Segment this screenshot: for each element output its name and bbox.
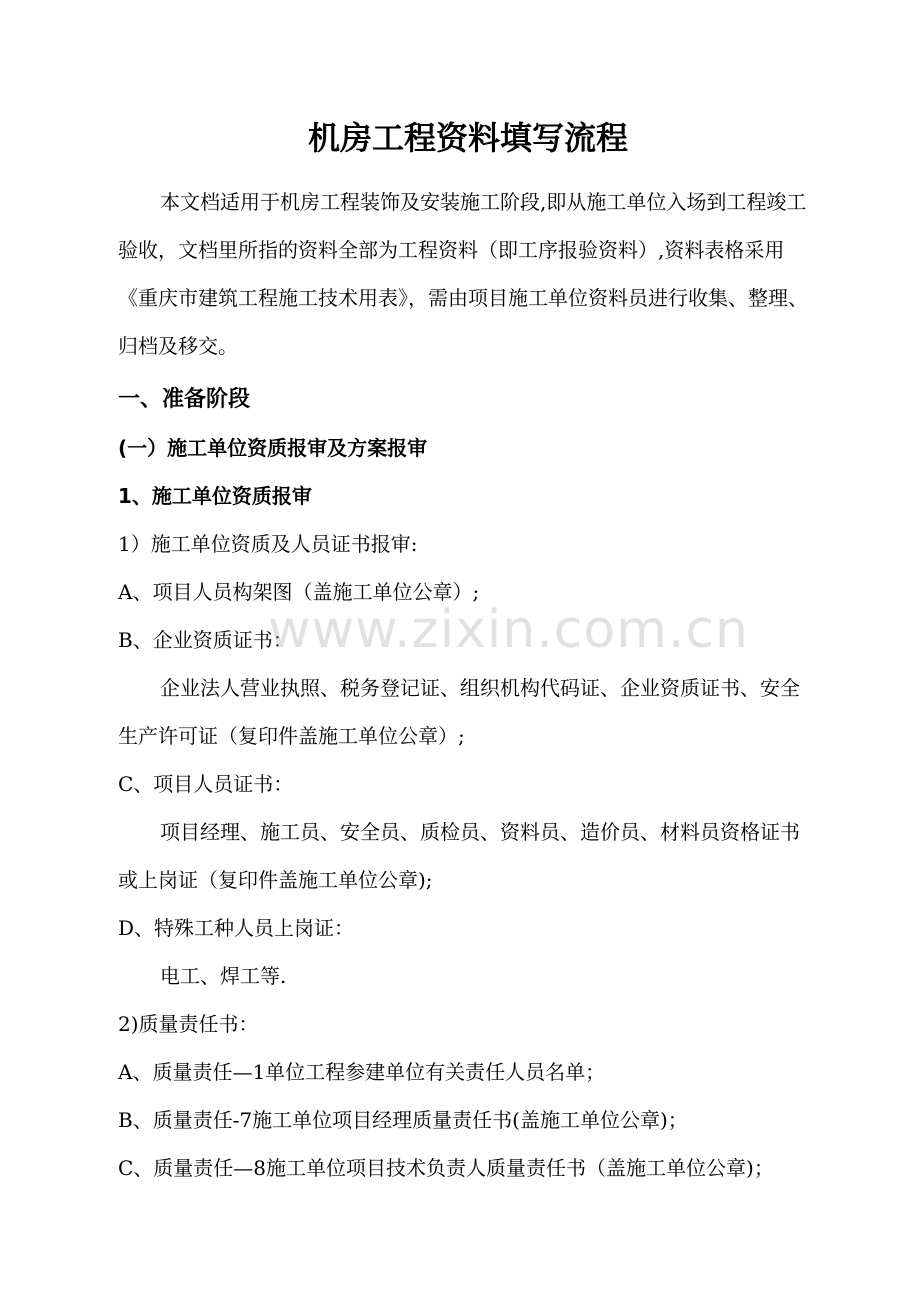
line-b-detail: 企业法人营业执照、税务登记证、组织机构代码证、企业资质证书、安全生产许可证（复印件盖施工单位公章）;: [118, 676, 800, 748]
document-page: [118, 112, 818, 1192]
sub-item-2: 2)质量责任书：: [118, 1012, 259, 1036]
intro-paragraph: 本文档适用于机房工程装饰及安装施工阶段,即从施工单位入场到工程竣工验收，文档里所指的资料全部为工程资料（即工序报验资料）,资料表格采用《重庆市建筑工程施工技术用表》，需由项目施工单位资料员进行收集、整理、归档及移交。: [118, 190, 808, 358]
line-a: A、项目人员构架图（盖施工单位公章）;: [118, 580, 480, 604]
line-c-detail: 项目经理、施工员、安全员、质检员、资料员、造价员、材料员资格证书或上岗证（复印件盖施工单位公章);: [118, 820, 800, 892]
document-title: 机房工程资料填写流程: [307, 119, 628, 157]
quality-item-c: C、质量责任—8施工单位项目技术负责人质量责任书（盖施工单位公章)；: [118, 1156, 774, 1180]
line-d-detail: 电工、焊工等.: [160, 964, 287, 988]
line-c: C、项目人员证书：: [118, 772, 294, 796]
quality-item-b: B、质量责任-7施工单位项目经理质量责任书(盖施工单位公章)；: [118, 1108, 688, 1132]
subsection-heading-1: (一）施工单位资质报审及方案报审: [118, 436, 428, 460]
line-b: B、企业资质证书：: [118, 628, 293, 652]
sub-item-1: 1）施工单位资质及人员证书报审:: [118, 532, 418, 556]
line-d: D、特殊工种人员上岗证：: [118, 916, 355, 940]
item-heading-1: 1、施工单位资质报审: [118, 484, 312, 508]
watermark-text: www.zixin.com.cn: [268, 600, 749, 660]
quality-item-a: A、质量责任—1单位工程参建单位有关责任人员名单；: [118, 1060, 606, 1084]
section-heading-1: 一、准备阶段: [118, 387, 251, 412]
